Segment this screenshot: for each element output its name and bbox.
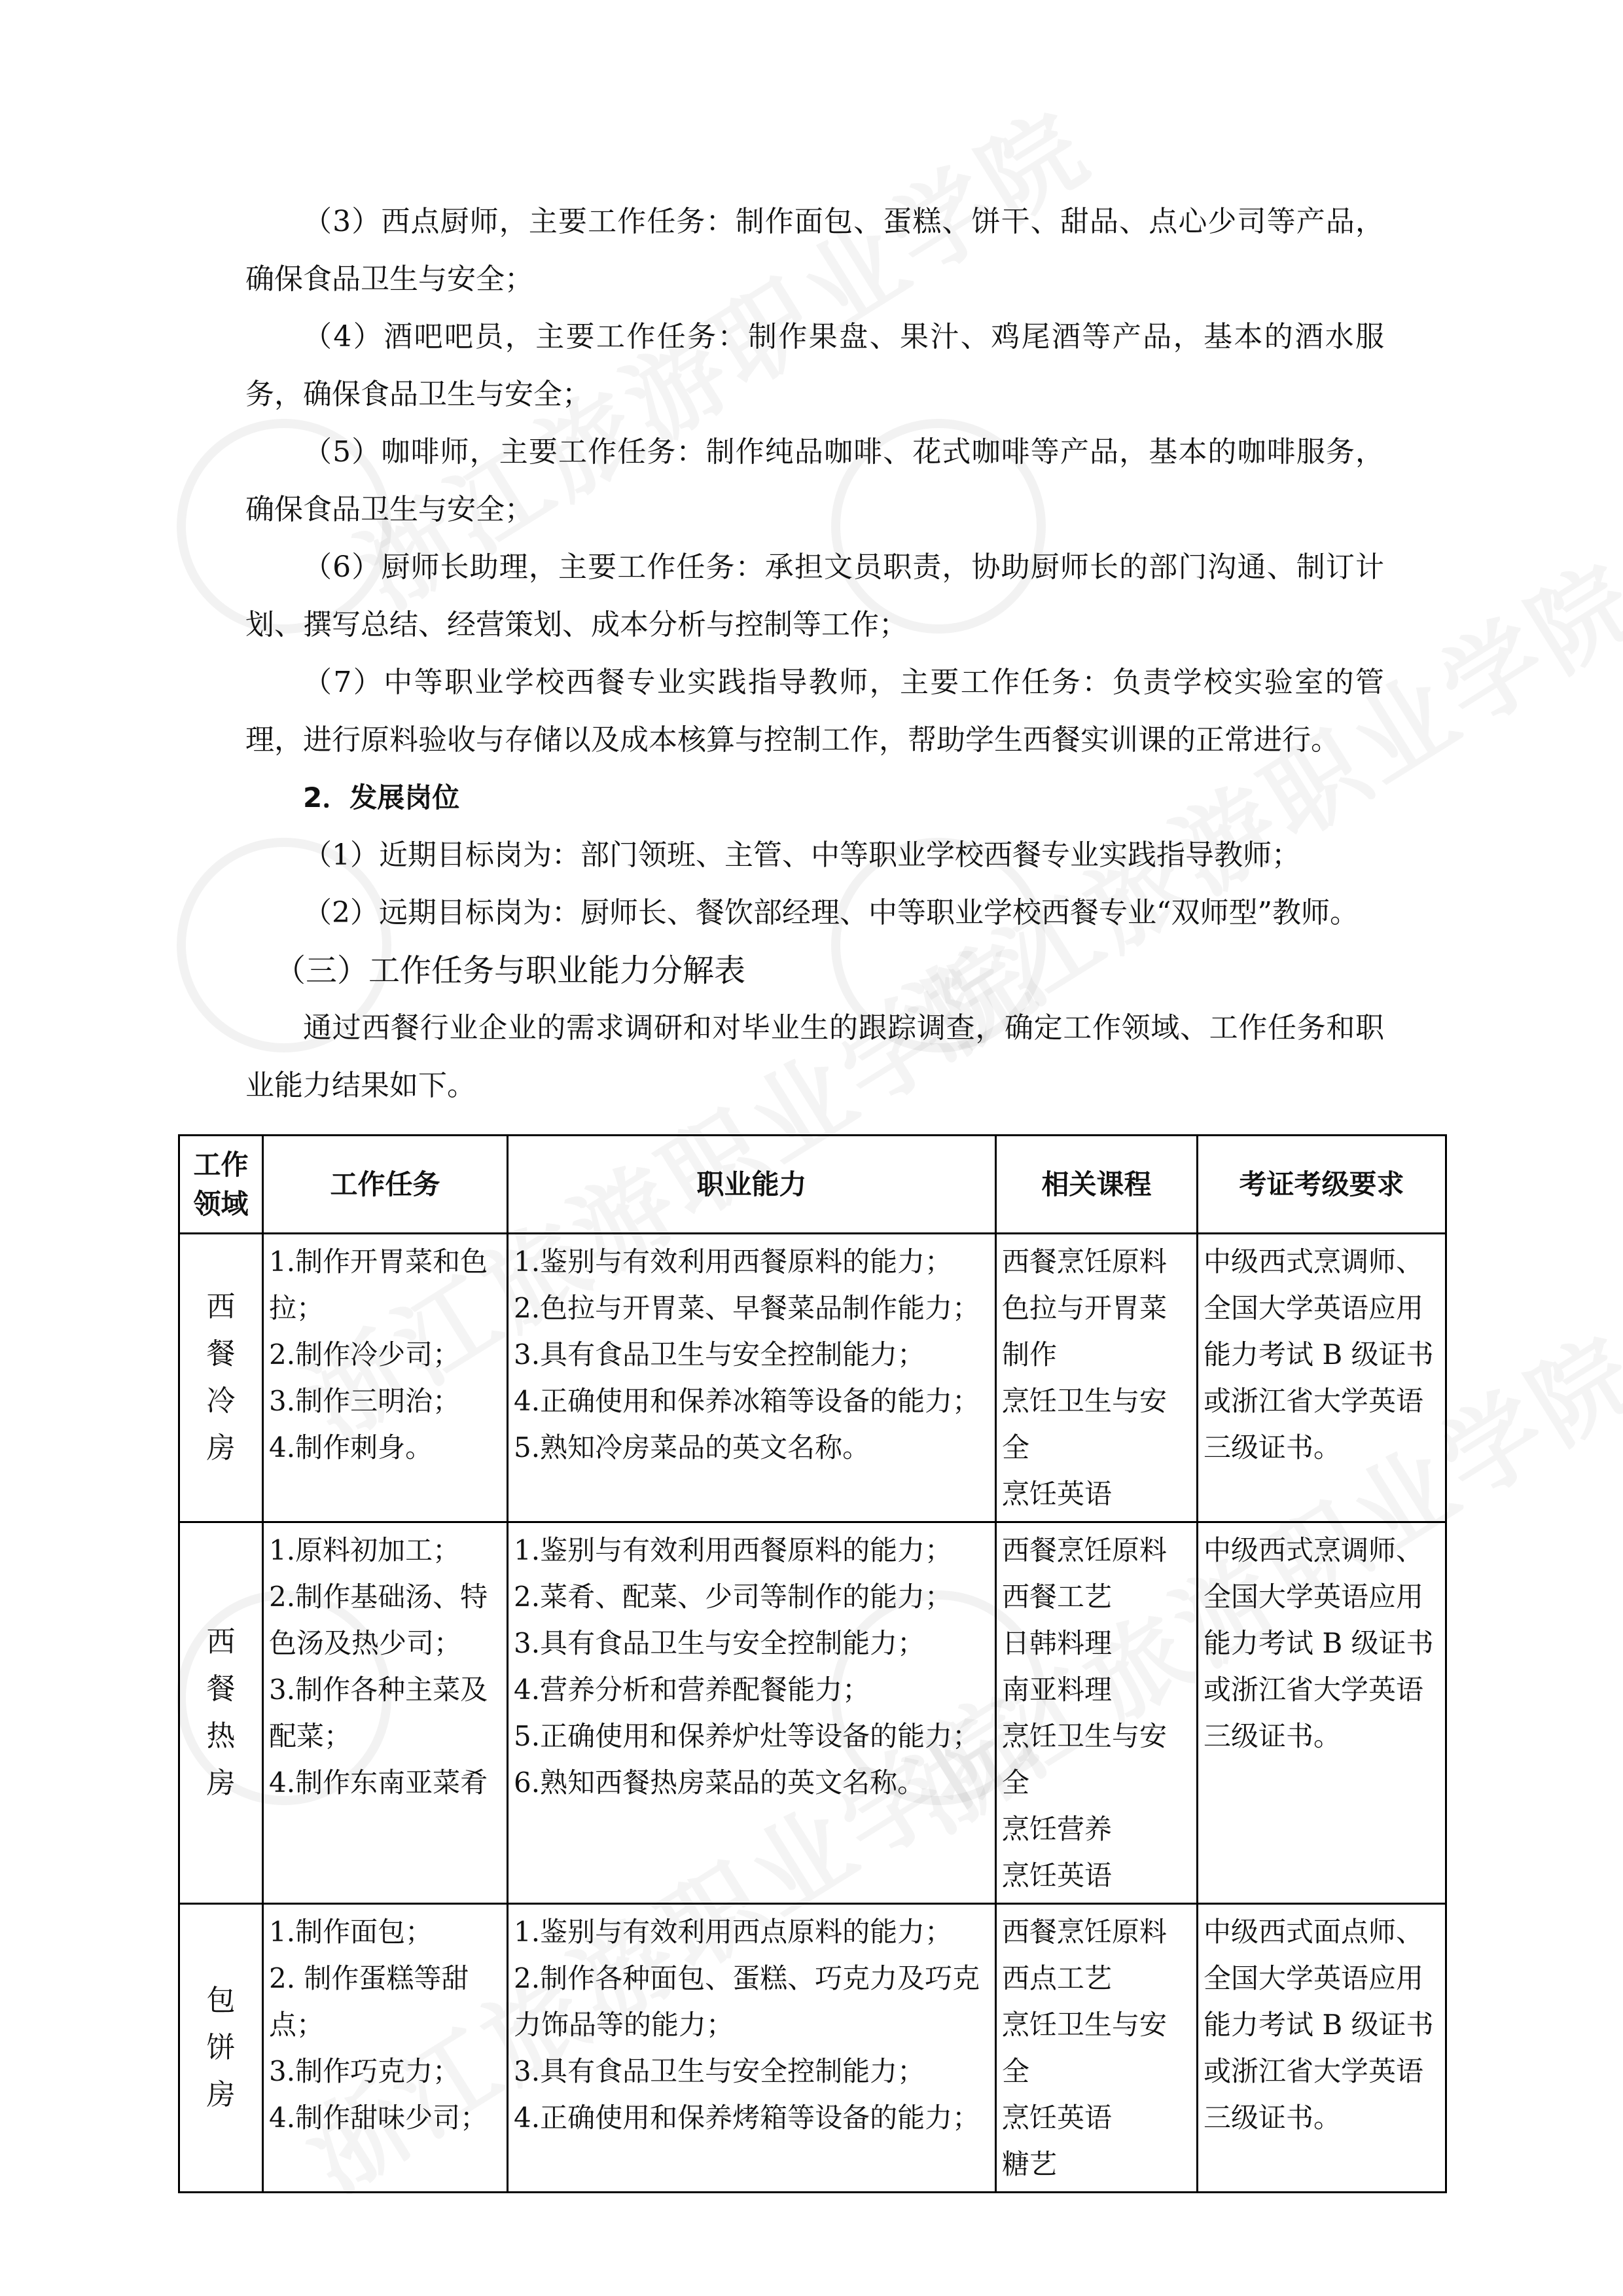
cell-courses [996, 1904, 1198, 2193]
ability-item: 3.具有食品卫生与安全控制能力； [514, 1338, 925, 1371]
cell-tasks [263, 1904, 508, 2193]
ability-item: 4.正确使用和保养冰箱等设备的能力； [514, 1385, 980, 1417]
table-row [179, 1234, 1446, 1522]
paragraph: （5）咖啡师，主要工作任务：制作纯品咖啡、花式咖啡等产品，基本的咖啡服务，确保食品卫生与安全； [245, 435, 1384, 526]
section-heading: （三）工作任务与职业能力分解表 [274, 952, 746, 989]
task-item: 3.制作各种主菜及配菜； [269, 1674, 488, 1752]
ability-item: 4.正确使用和保养烤箱等设备的能力； [514, 2102, 980, 2134]
course-item: 烹饪营养 [1002, 1813, 1113, 1845]
ability-item: 3.具有食品卫生与安全控制能力； [514, 1627, 925, 1659]
header-courses: 相关课程 [996, 1136, 1198, 1234]
cell-domain [179, 1904, 263, 2193]
cell-abilities [508, 1904, 996, 2193]
task-item: 1.制作开胃菜和色拉； [269, 1246, 488, 1324]
task-item: 1.原料初加工； [269, 1534, 461, 1566]
cell-certs: 中级西式面点师、全国大学英语应用能力考试 B 级证书或浙江省大学英语三级证书。 [1198, 1904, 1446, 2193]
cell-domain [179, 1234, 263, 1522]
header-certs: 考证考级要求 [1198, 1136, 1446, 1234]
ability-item: 4.营养分析和营养配餐能力； [514, 1674, 870, 1706]
domain-label: 西餐冷房 [206, 1290, 236, 1465]
cell-courses [996, 1522, 1198, 1904]
paragraph: （7）中等职业学校西餐专业实践指导教师，主要工作任务：负责学校实验室的管理，进行原料验收与存储以及成本核算与控制工作，帮助学生西餐实训课的正常进行。 [245, 666, 1384, 757]
ability-item: 1.鉴别与有效利用西点原料的能力； [514, 1916, 953, 1948]
header-domain: 工作领域 [179, 1136, 263, 1234]
task-item: 3.制作巧克力； [269, 2055, 461, 2087]
paragraph: （3）西点厨师，主要工作任务：制作面包、蛋糕、饼干、甜品、点心少司等产品，确保食品卫生与安全； [245, 205, 1384, 296]
course-item: 西餐工艺 [1002, 1581, 1113, 1613]
course-item: 西餐烹饪原料 [1002, 1534, 1168, 1566]
paragraph: （6）厨师长助理，主要工作任务：承担文员职责，协助厨师长的部门沟通、制订计划、撰写总结、经营策划、成本分析与控制等工作； [245, 550, 1384, 641]
task-item: 2.制作冷少司； [269, 1338, 461, 1371]
cell-certs: 中级西式烹调师、全国大学英语应用能力考试 B 级证书或浙江省大学英语三级证书。 [1198, 1522, 1446, 1904]
cell-tasks [263, 1522, 508, 1904]
subheading-development: 2．发展岗位 [303, 781, 460, 814]
table-header-row [179, 1136, 1446, 1234]
table-row [179, 1522, 1446, 1904]
ability-item: 6.熟知西餐热房菜品的英文名称。 [514, 1767, 925, 1799]
domain-label: 包饼房 [206, 1984, 236, 2111]
task-item: 2.制作基础汤、特色汤及热少司； [269, 1581, 488, 1659]
course-item: 西点工艺 [1002, 1962, 1113, 1994]
course-item: 烹饪英语 [1002, 2102, 1113, 2134]
course-item: 西餐烹饪原料 [1002, 1246, 1168, 1278]
domain-label: 西餐热房 [206, 1625, 236, 1800]
competency-table [178, 1134, 1447, 2193]
task-item: 1.制作面包； [269, 1916, 433, 1948]
ability-item: 1.鉴别与有效利用西餐原料的能力； [514, 1534, 953, 1566]
paragraph: （1）近期目标岗为：部门领班、主管、中等职业学校西餐专业实践指导教师； [303, 838, 1300, 872]
course-item: 色拉与开胃菜制作 [1002, 1292, 1168, 1371]
ability-item: 2.制作各种面包、蛋糕、巧克力及巧克力饰品等的能力； [514, 1962, 980, 2041]
course-item: 烹饪卫生与安全 [1002, 2009, 1168, 2087]
ability-item: 3.具有食品卫生与安全控制能力； [514, 2055, 925, 2087]
course-item: 烹饪卫生与安全 [1002, 1385, 1168, 1463]
task-item: 2. 制作蛋糕等甜点； [269, 1962, 469, 2041]
course-item: 南亚料理 [1002, 1674, 1113, 1706]
cell-abilities [508, 1234, 996, 1522]
course-item: 西餐烹饪原料 [1002, 1916, 1168, 1948]
intro-paragraph: 通过西餐行业企业的需求调研和对毕业生的跟踪调查，确定工作领域、工作任务和职业能力结果如下。 [245, 1011, 1384, 1102]
course-item: 糖艺 [1002, 2148, 1058, 2180]
course-item: 烹饪卫生与安全 [1002, 1720, 1168, 1799]
ability-item: 2.色拉与开胃菜、早餐菜品制作能力； [514, 1292, 980, 1324]
course-item: 日韩料理 [1002, 1627, 1113, 1659]
ability-item: 1.鉴别与有效利用西餐原料的能力； [514, 1246, 953, 1278]
task-item: 3.制作三明治； [269, 1385, 461, 1417]
cell-courses [996, 1234, 1198, 1522]
ability-item: 5.正确使用和保养炉灶等设备的能力； [514, 1720, 980, 1752]
paragraph: （2）远期目标岗为：厨师长、餐饮部经理、中等职业学校西餐专业“双师型”教师。 [303, 896, 1359, 929]
header-abilities: 职业能力 [508, 1136, 996, 1234]
course-item: 烹饪英语 [1002, 1859, 1113, 1892]
course-item: 烹饪英语 [1002, 1478, 1113, 1510]
table-row [179, 1904, 1446, 2193]
ability-item: 2.菜肴、配菜、少司等制作的能力； [514, 1581, 953, 1613]
task-item: 4.制作甜味少司； [269, 2102, 488, 2134]
cell-tasks [263, 1234, 508, 1522]
document-body [245, 193, 1384, 1115]
cell-abilities [508, 1522, 996, 1904]
task-item: 4.制作东南亚菜肴 [269, 1767, 488, 1799]
header-tasks: 工作任务 [263, 1136, 508, 1234]
cell-certs: 中级西式烹调师、全国大学英语应用能力考试 B 级证书或浙江省大学英语三级证书。 [1198, 1234, 1446, 1522]
cell-domain [179, 1522, 263, 1904]
task-item: 4.制作刺身。 [269, 1431, 433, 1463]
ability-item: 5.熟知冷房菜品的英文名称。 [514, 1431, 870, 1463]
paragraph: （4）酒吧吧员，主要工作任务：制作果盘、果汁、鸡尾酒等产品，基本的酒水服务，确保食品卫生与安全； [245, 320, 1384, 411]
